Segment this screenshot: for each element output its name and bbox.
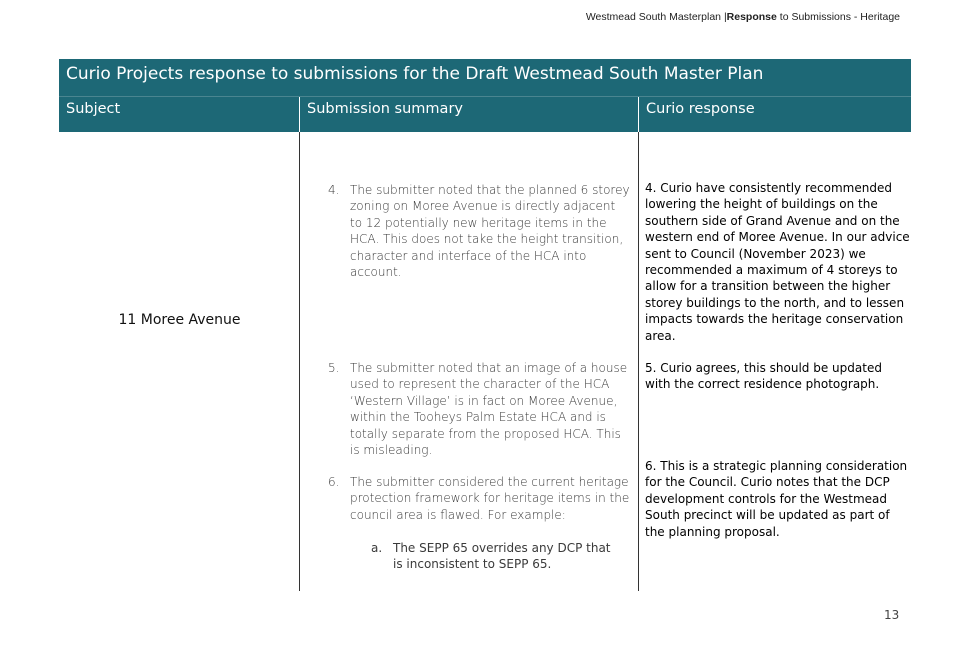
- submission-number: 6.: [328, 475, 340, 489]
- running-header-section: to Submissions - Heritage: [776, 11, 900, 23]
- subject-cell: 11 Moree Avenue: [118, 312, 241, 328]
- submission-text: The submitter noted that the planned 6 storey zoning on Moree Avenue is directly adjacent to 12 potentially new heritage items in the HCA. This does not take the height transition, character and interface of the HCA into account.: [350, 183, 630, 280]
- curio-response-6: 6. This is a strategic planning consideration for the Council. Curio notes that the DCP development controls for the Westmead South precinct will be updated as part of the planning proposal.: [645, 459, 908, 539]
- response-table: [59, 59, 911, 132]
- curio-response-4: 4. Curio have consistently recommended lowering the height of buildings on the southern side of Grand Avenue and on the western end of Moree Avenue. In our advice sent to Council (November 2023) we recommended a maximum of 4 storeys to allow for a transition between the higher storey buildings to the north, and to lessen impacts towards the heritage conservation area.: [645, 181, 910, 343]
- submission-text: The submitter considered the current heritage protection framework for heritage items in the council area is flawed. For example:: [350, 475, 630, 522]
- table-title: Curio Projects response to submissions for the Draft Westmead South Master Plan: [59, 59, 911, 97]
- column-header-submission-summary: Submission summary: [300, 97, 639, 132]
- running-header: [586, 11, 900, 23]
- submission-item: [328, 360, 630, 458]
- submission-text: The submitter noted that an image of a house used to represent the character of the HCA ‘Western Village’ is in fact on Moree Avenue, within the Tooheys Palm Estate HCA and is totally separate from the proposed HCA. This is misleading.: [350, 361, 628, 458]
- table-header-row: [59, 97, 911, 132]
- subitem-letter: a.: [371, 541, 383, 555]
- submission-number: 5.: [328, 361, 340, 375]
- submission-number: 4.: [328, 183, 340, 197]
- column-divider-1: [299, 132, 300, 591]
- submission-item: [328, 182, 630, 280]
- curio-response-5: 5. Curio agrees, this should be updated with the correct residence photograph.: [645, 361, 882, 392]
- running-header-title: Westmead South Masterplan |: [585, 11, 727, 23]
- column-divider-2: [638, 132, 639, 591]
- running-header-bold: Response: [726, 11, 777, 23]
- column-header-subject: Subject: [59, 97, 300, 132]
- submission-item: [328, 474, 630, 523]
- page-number: 13: [884, 608, 900, 622]
- submission-subitem: [371, 540, 621, 573]
- column-header-curio-response: Curio response: [646, 101, 755, 117]
- subitem-text: The SEPP 65 overrides any DCP that is inconsistent to SEPP 65.: [393, 541, 611, 572]
